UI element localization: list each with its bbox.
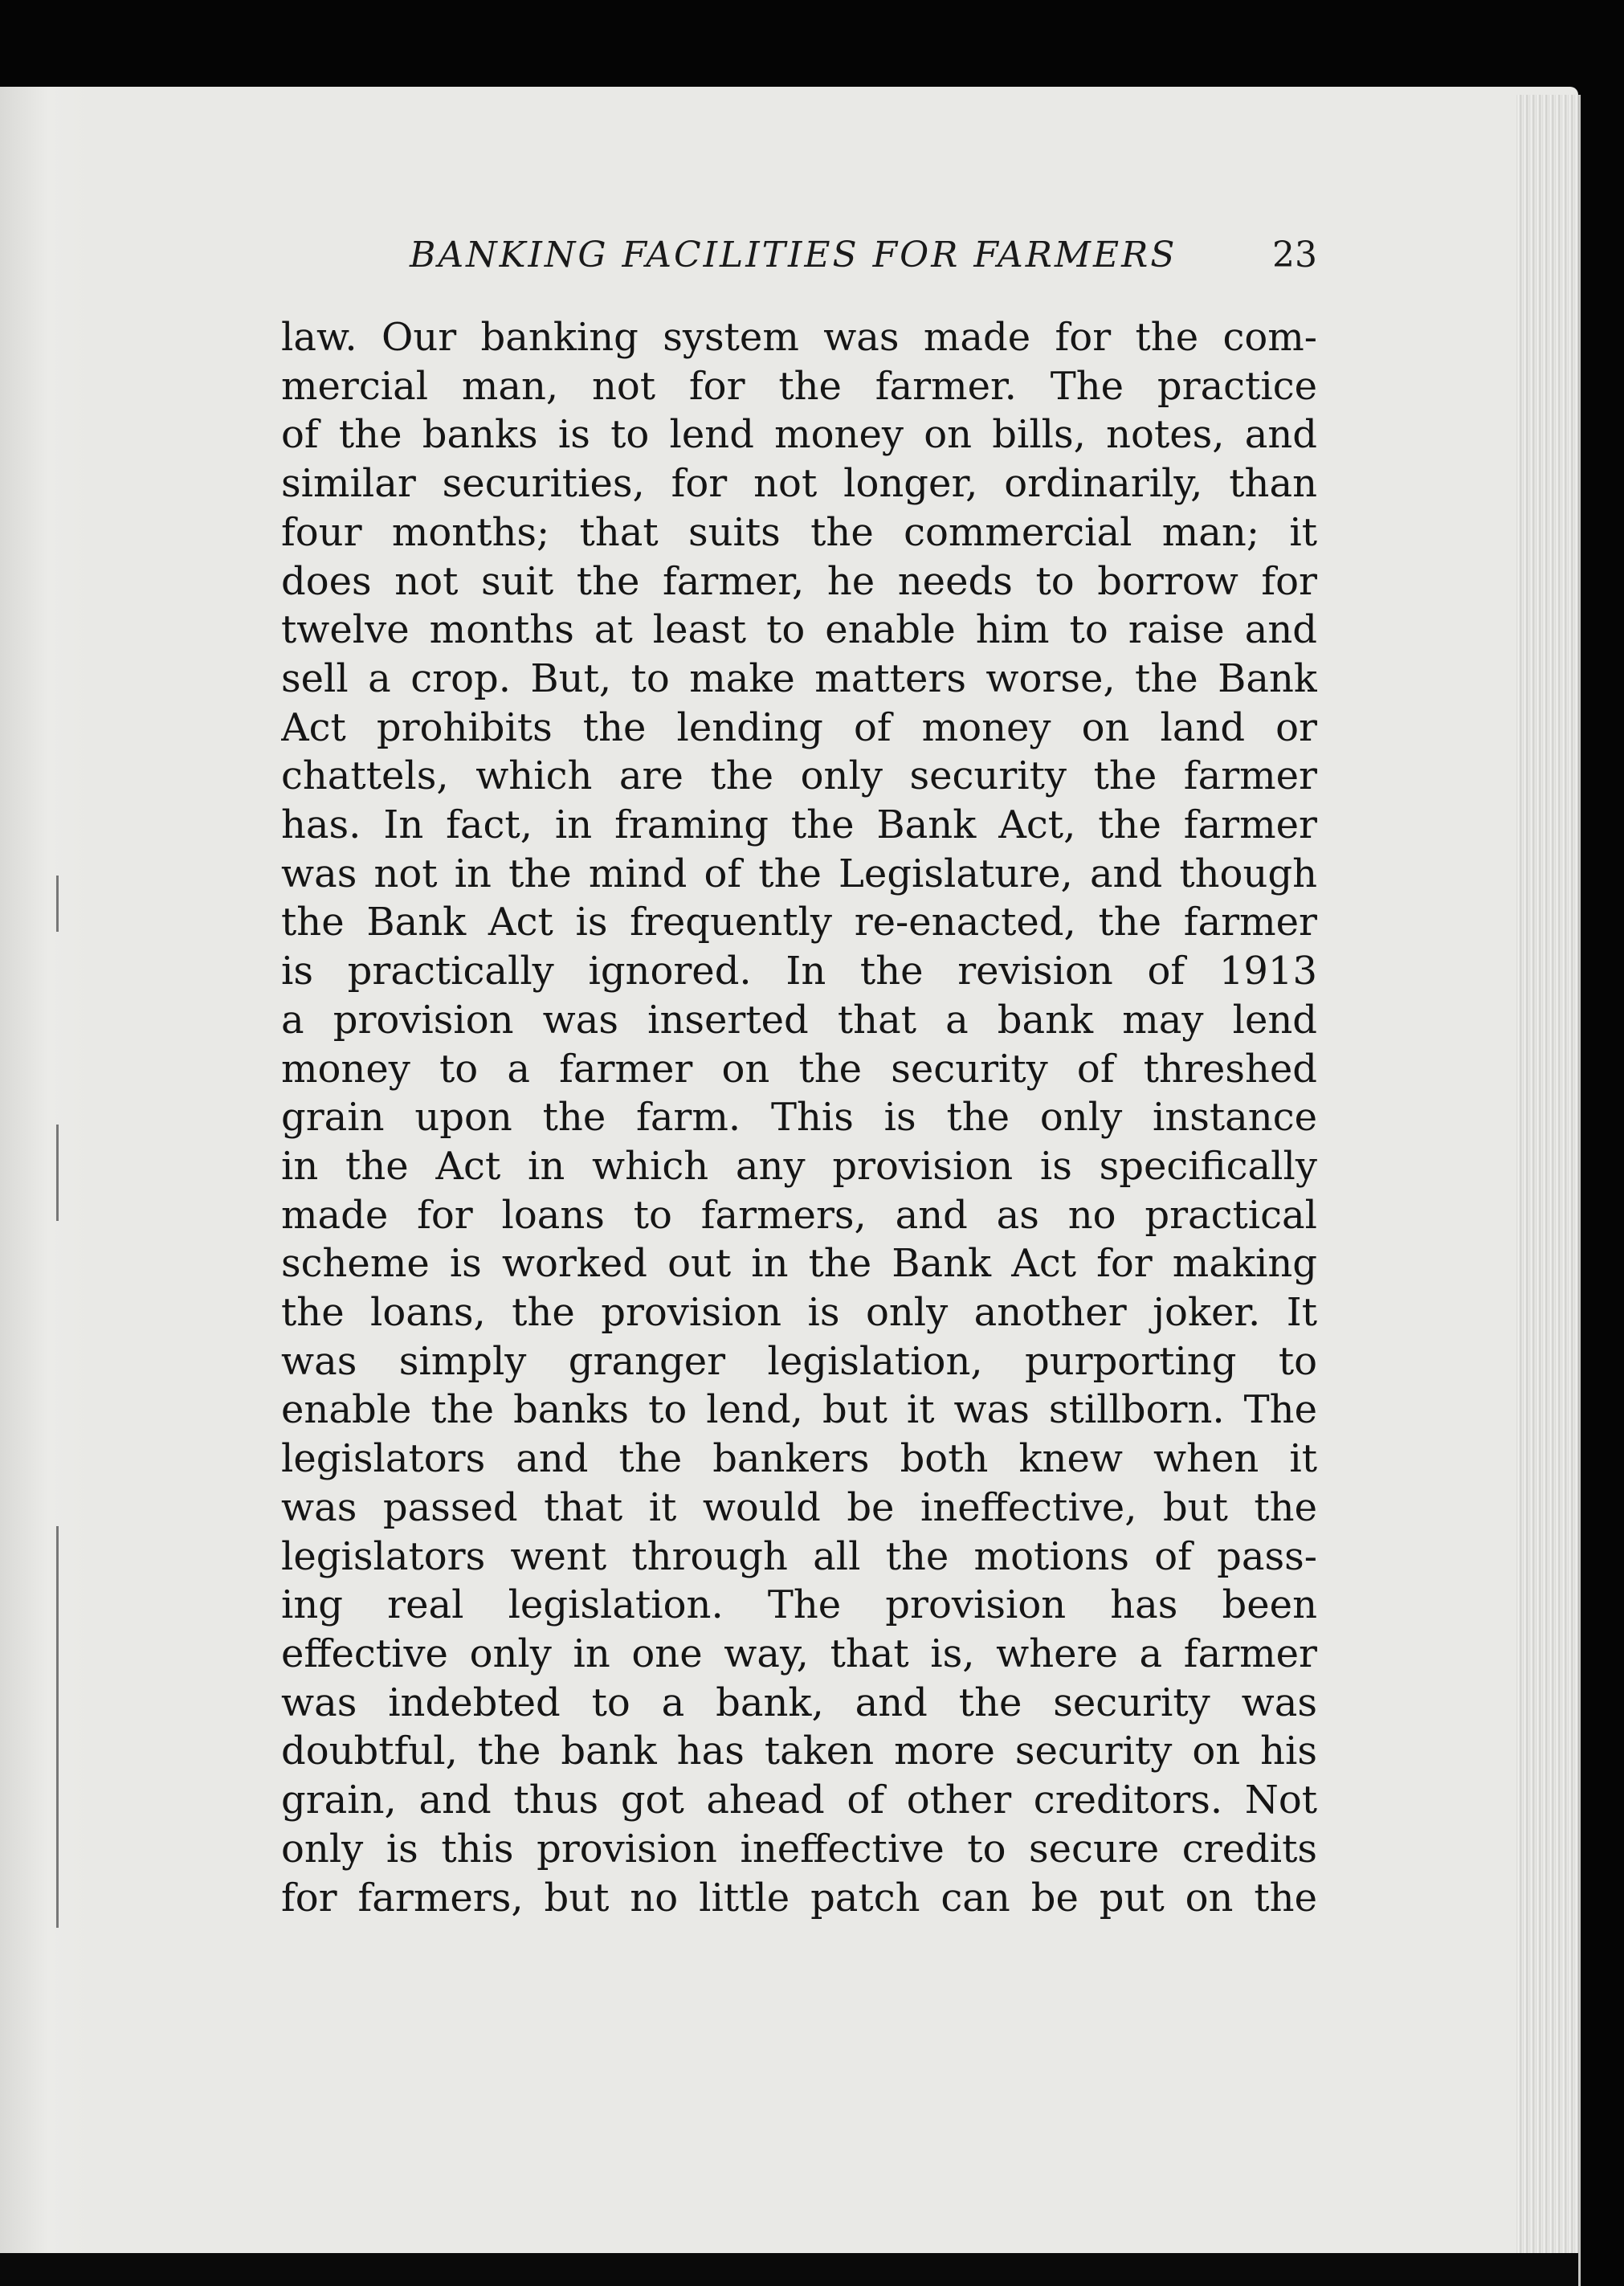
scan-bottom-border — [0, 2253, 1578, 2286]
text-line: was passed that it would be ineffective, but the — [281, 1484, 1317, 1530]
text-line: the Bank Act is frequently re-enacted, the farmer — [281, 900, 1317, 945]
text-line: for farmers, but no little patch can be put on the — [281, 1875, 1317, 1921]
text-line: grain upon the farm. This is the only instance — [281, 1095, 1317, 1141]
text-line: was indebted to a bank, and the security was — [281, 1680, 1317, 1725]
text-line: is practically ignored. In the revision of 1913 — [281, 949, 1317, 994]
text-line: of the banks is to lend money on bills, notes, and — [281, 412, 1317, 458]
text-line: made for loans to farmers, and as no practical — [281, 1192, 1317, 1238]
text-line: effective only in one way, that is, where a farmer — [281, 1631, 1317, 1676]
page-edge-shading — [1516, 95, 1581, 2286]
text-line: money to a farmer on the security of threshed — [281, 1046, 1317, 1092]
text-line: four months; that suits the commercial man; it — [281, 509, 1317, 555]
text-line: similar securities, for not longer, ordinarily, than — [281, 461, 1317, 507]
text-line: law. Our banking system was made for the com- — [281, 315, 1317, 360]
page-number: 23 — [1272, 235, 1317, 276]
body-paragraph — [281, 313, 1317, 1922]
text-line: the loans, the provision is only another joker. It — [281, 1290, 1317, 1336]
text-line: has. In fact, in framing the Bank Act, the farmer — [281, 802, 1317, 848]
text-line: chattels, which are the only security the farmer — [281, 753, 1317, 799]
text-line: legislators and the bankers both knew when it — [281, 1436, 1317, 1482]
text-line: mercial man, not for the farmer. The practice — [281, 363, 1317, 409]
text-line: scheme is worked out in the Bank Act for making — [281, 1241, 1317, 1287]
text-line: Act prohibits the lending of money on land or — [281, 704, 1317, 750]
text-line: enable the banks to lend, but it was stillborn. The — [281, 1387, 1317, 1433]
text-line: doubtful, the bank has taken more security on his — [281, 1729, 1317, 1774]
gutter-mark — [56, 1125, 59, 1221]
text-line: only is this provision ineffective to secure credits — [281, 1826, 1317, 1872]
text-line: twelve months at least to enable him to raise and — [281, 607, 1317, 653]
text-line: does not suit the farmer, he needs to borrow for — [281, 558, 1317, 604]
text-line: was simply granger legislation, purporting to — [281, 1338, 1317, 1384]
text-line: legislators went through all the motions of pass- — [281, 1533, 1317, 1579]
text-line: ing real legislation. The provision has been — [281, 1582, 1317, 1628]
text-line: a provision was inserted that a bank may lend — [281, 997, 1317, 1043]
text-line: grain, and thus got ahead of other creditors. Not — [281, 1778, 1317, 1823]
running-head: BANKING FACILITIES FOR FARMERS — [410, 235, 1177, 276]
binding-gutter — [0, 87, 88, 2286]
text-line: sell a crop. But, to make matters worse, the Bank — [281, 655, 1317, 701]
text-line: was not in the mind of the Legislature, and though — [281, 851, 1317, 896]
text-line: in the Act in which any provision is specifically — [281, 1143, 1317, 1189]
gutter-mark — [56, 876, 59, 932]
gutter-mark — [56, 1526, 59, 1928]
